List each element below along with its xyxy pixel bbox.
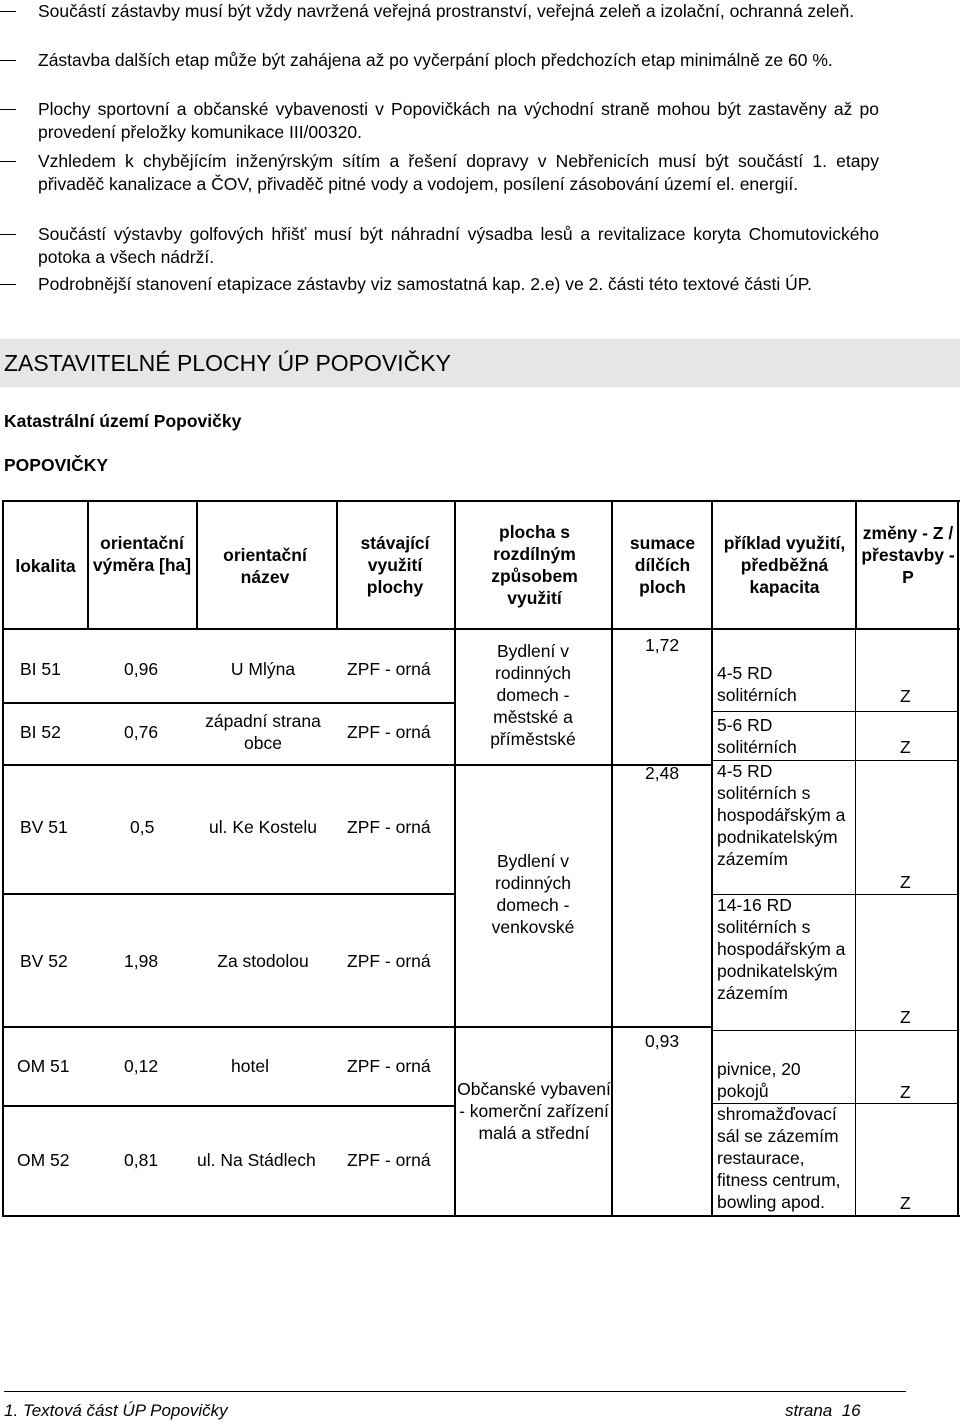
cell-nazev: hotel <box>231 1056 269 1076</box>
cell-lokalita: OM 51 <box>17 1056 70 1076</box>
dash-icon <box>0 11 16 12</box>
header-zmeny: změny - Z / přestavby - P <box>861 523 955 587</box>
table-left-border <box>2 500 4 1217</box>
table-right-border <box>957 500 959 1217</box>
table-bottom-border <box>2 1215 960 1217</box>
cell-vymera: 0,5 <box>130 817 155 837</box>
body-separator <box>711 628 713 1217</box>
dash-icon <box>0 60 16 61</box>
cell-nazev: západní strana obce <box>205 711 321 753</box>
cell-lokalita: BV 51 <box>20 817 68 837</box>
row-separator <box>2 702 454 704</box>
cell-zmena: Z <box>900 1082 911 1102</box>
row-separator <box>711 711 957 712</box>
cell-priklad: shromažďovací sál se zázemím restaurace, fitness centrum, bowling apod. <box>717 1104 841 1212</box>
footer-page-number: strana 16 <box>785 1401 861 1420</box>
cell-stavajici: ZPF - orná <box>347 722 431 742</box>
row-separator <box>2 764 454 766</box>
cell-priklad: 4-5 RD solitérních <box>717 663 797 705</box>
cell-priklad: 5-6 RD solitérních <box>717 715 797 757</box>
body-separator <box>611 628 613 1217</box>
cell-zmena: Z <box>900 872 911 892</box>
bullet-text: Zástavba dalších etap může být zahájena až po vyčerpání ploch předchozích etap minimálně ze 60 %. <box>38 50 833 70</box>
dash-icon <box>0 234 16 235</box>
cell-priklad: 14-16 RD solitérních s hospodářským a podnikatelským zázemím <box>717 895 846 1003</box>
header-plocha: plocha s rozdílným způsobem využití <box>491 522 578 608</box>
cell-vymera: 1,98 <box>124 951 159 971</box>
cell-zmena: Z <box>900 1193 911 1213</box>
footer-document-title: 1. Textová část ÚP Popovičky <box>4 1401 228 1420</box>
cell-stavajici: ZPF - orná <box>347 1150 431 1170</box>
cell-lokalita: BI 51 <box>20 659 61 679</box>
row-separator <box>2 1026 454 1028</box>
cell-zmena: Z <box>900 686 911 706</box>
header-separator <box>87 500 89 630</box>
cell-stavajici: ZPF - orná <box>347 1056 431 1076</box>
row-separator <box>2 893 454 895</box>
header-nazev: orientační název <box>223 545 307 587</box>
dash-icon <box>0 161 16 162</box>
dash-icon <box>0 109 16 110</box>
cell-stavajici: ZPF - orná <box>347 951 431 971</box>
body-separator <box>855 628 856 1217</box>
bullet-text: Vzhledem k chybějícím inženýrským sítím a řešení dopravy v Nebřenicích musí být součástí 1. etapy přivaděč kanalizace a ČOV, přivaděč pitné vody a vodojem, posílení zásobování území el. energií. <box>38 151 879 194</box>
row-separator <box>711 1030 957 1031</box>
cell-plocha: Bydlení v rodinných domech - městské a příměstské <box>490 641 576 749</box>
table-top-border <box>2 500 960 502</box>
cell-zmena: Z <box>900 1007 911 1027</box>
cell-nazev: U Mlýna <box>230 659 296 679</box>
cadastral-area-heading: Katastrální území Popovičky <box>4 411 242 431</box>
cell-lokalita: BI 52 <box>20 722 61 742</box>
cell-sumace: 1,72 <box>645 635 680 655</box>
footer-rule <box>4 1391 906 1392</box>
cell-priklad: pivnice, 20 pokojů <box>717 1059 801 1101</box>
row-separator <box>2 1105 454 1107</box>
cell-plocha: Občanské vybavení - komerční zařízení malá a střední <box>457 1079 611 1143</box>
cell-sumace: 0,93 <box>645 1031 680 1051</box>
group-separator <box>454 1026 711 1028</box>
cell-vymera: 0,76 <box>124 722 159 742</box>
header-separator <box>454 500 456 630</box>
header-sumace: sumace dílčích ploch <box>629 533 696 597</box>
header-separator <box>336 500 338 630</box>
bullet-text: Součástí výstavby golfových hřišť musí být náhradní výsadba lesů a revitalizace koryta Chomutovického potoka a všech nádrží. <box>38 224 879 267</box>
cell-nazev: ul. Na Stádlech <box>197 1150 316 1170</box>
cell-nazev: Za stodolou <box>217 951 309 971</box>
bullet-text: Podrobnější stanovení etapizace zástavby viz samostatná kap. 2.e) ve 2. části této textové části ÚP. <box>38 274 812 294</box>
cell-vymera: 0,96 <box>124 659 159 679</box>
cell-stavajici: ZPF - orná <box>347 659 431 679</box>
header-vymera: orientační výměra [ha] <box>92 533 192 575</box>
cell-lokalita: BV 52 <box>20 951 68 971</box>
area-name-heading: POPOVIČKY <box>4 455 109 475</box>
cell-vymera: 0,12 <box>124 1056 159 1076</box>
header-separator <box>196 500 198 630</box>
cell-zmena: Z <box>900 737 911 757</box>
cell-stavajici: ZPF - orná <box>347 817 431 837</box>
bullet-text: Plochy sportovní a občanské vybavenosti v Popovičkách na východní straně mohou být zastavěny až po provedení přeložky komunikace III/00320. <box>38 99 879 142</box>
cell-plocha: Bydlení v rodinných domech - venkovské <box>491 851 575 937</box>
cell-lokalita: OM 52 <box>17 1150 70 1170</box>
header-stavajici: stávající využití plochy <box>360 533 430 597</box>
cell-vymera: 0,81 <box>124 1150 159 1170</box>
cell-priklad: 4-5 RD solitérních s hospodářským a podnikatelským zázemím <box>717 761 846 869</box>
cell-nazev: ul. Ke Kostelu <box>209 817 317 837</box>
header-bottom-border <box>2 628 960 630</box>
bullet-text: Součástí zástavby musí být vždy navržená veřejná prostranství, veřejná zeleň a izolační, ochranná zeleň. <box>38 1 855 21</box>
section-title: ZASTAVITELNÉ PLOCHY ÚP POPOVIČKY <box>4 350 451 376</box>
cell-sumace: 2,48 <box>645 763 680 783</box>
dash-icon <box>0 284 16 285</box>
header-separator <box>611 500 613 630</box>
header-lokalita: lokalita <box>15 556 76 576</box>
body-separator <box>454 628 456 1217</box>
header-priklad: příklad využití, předběžná kapacita <box>723 533 846 597</box>
